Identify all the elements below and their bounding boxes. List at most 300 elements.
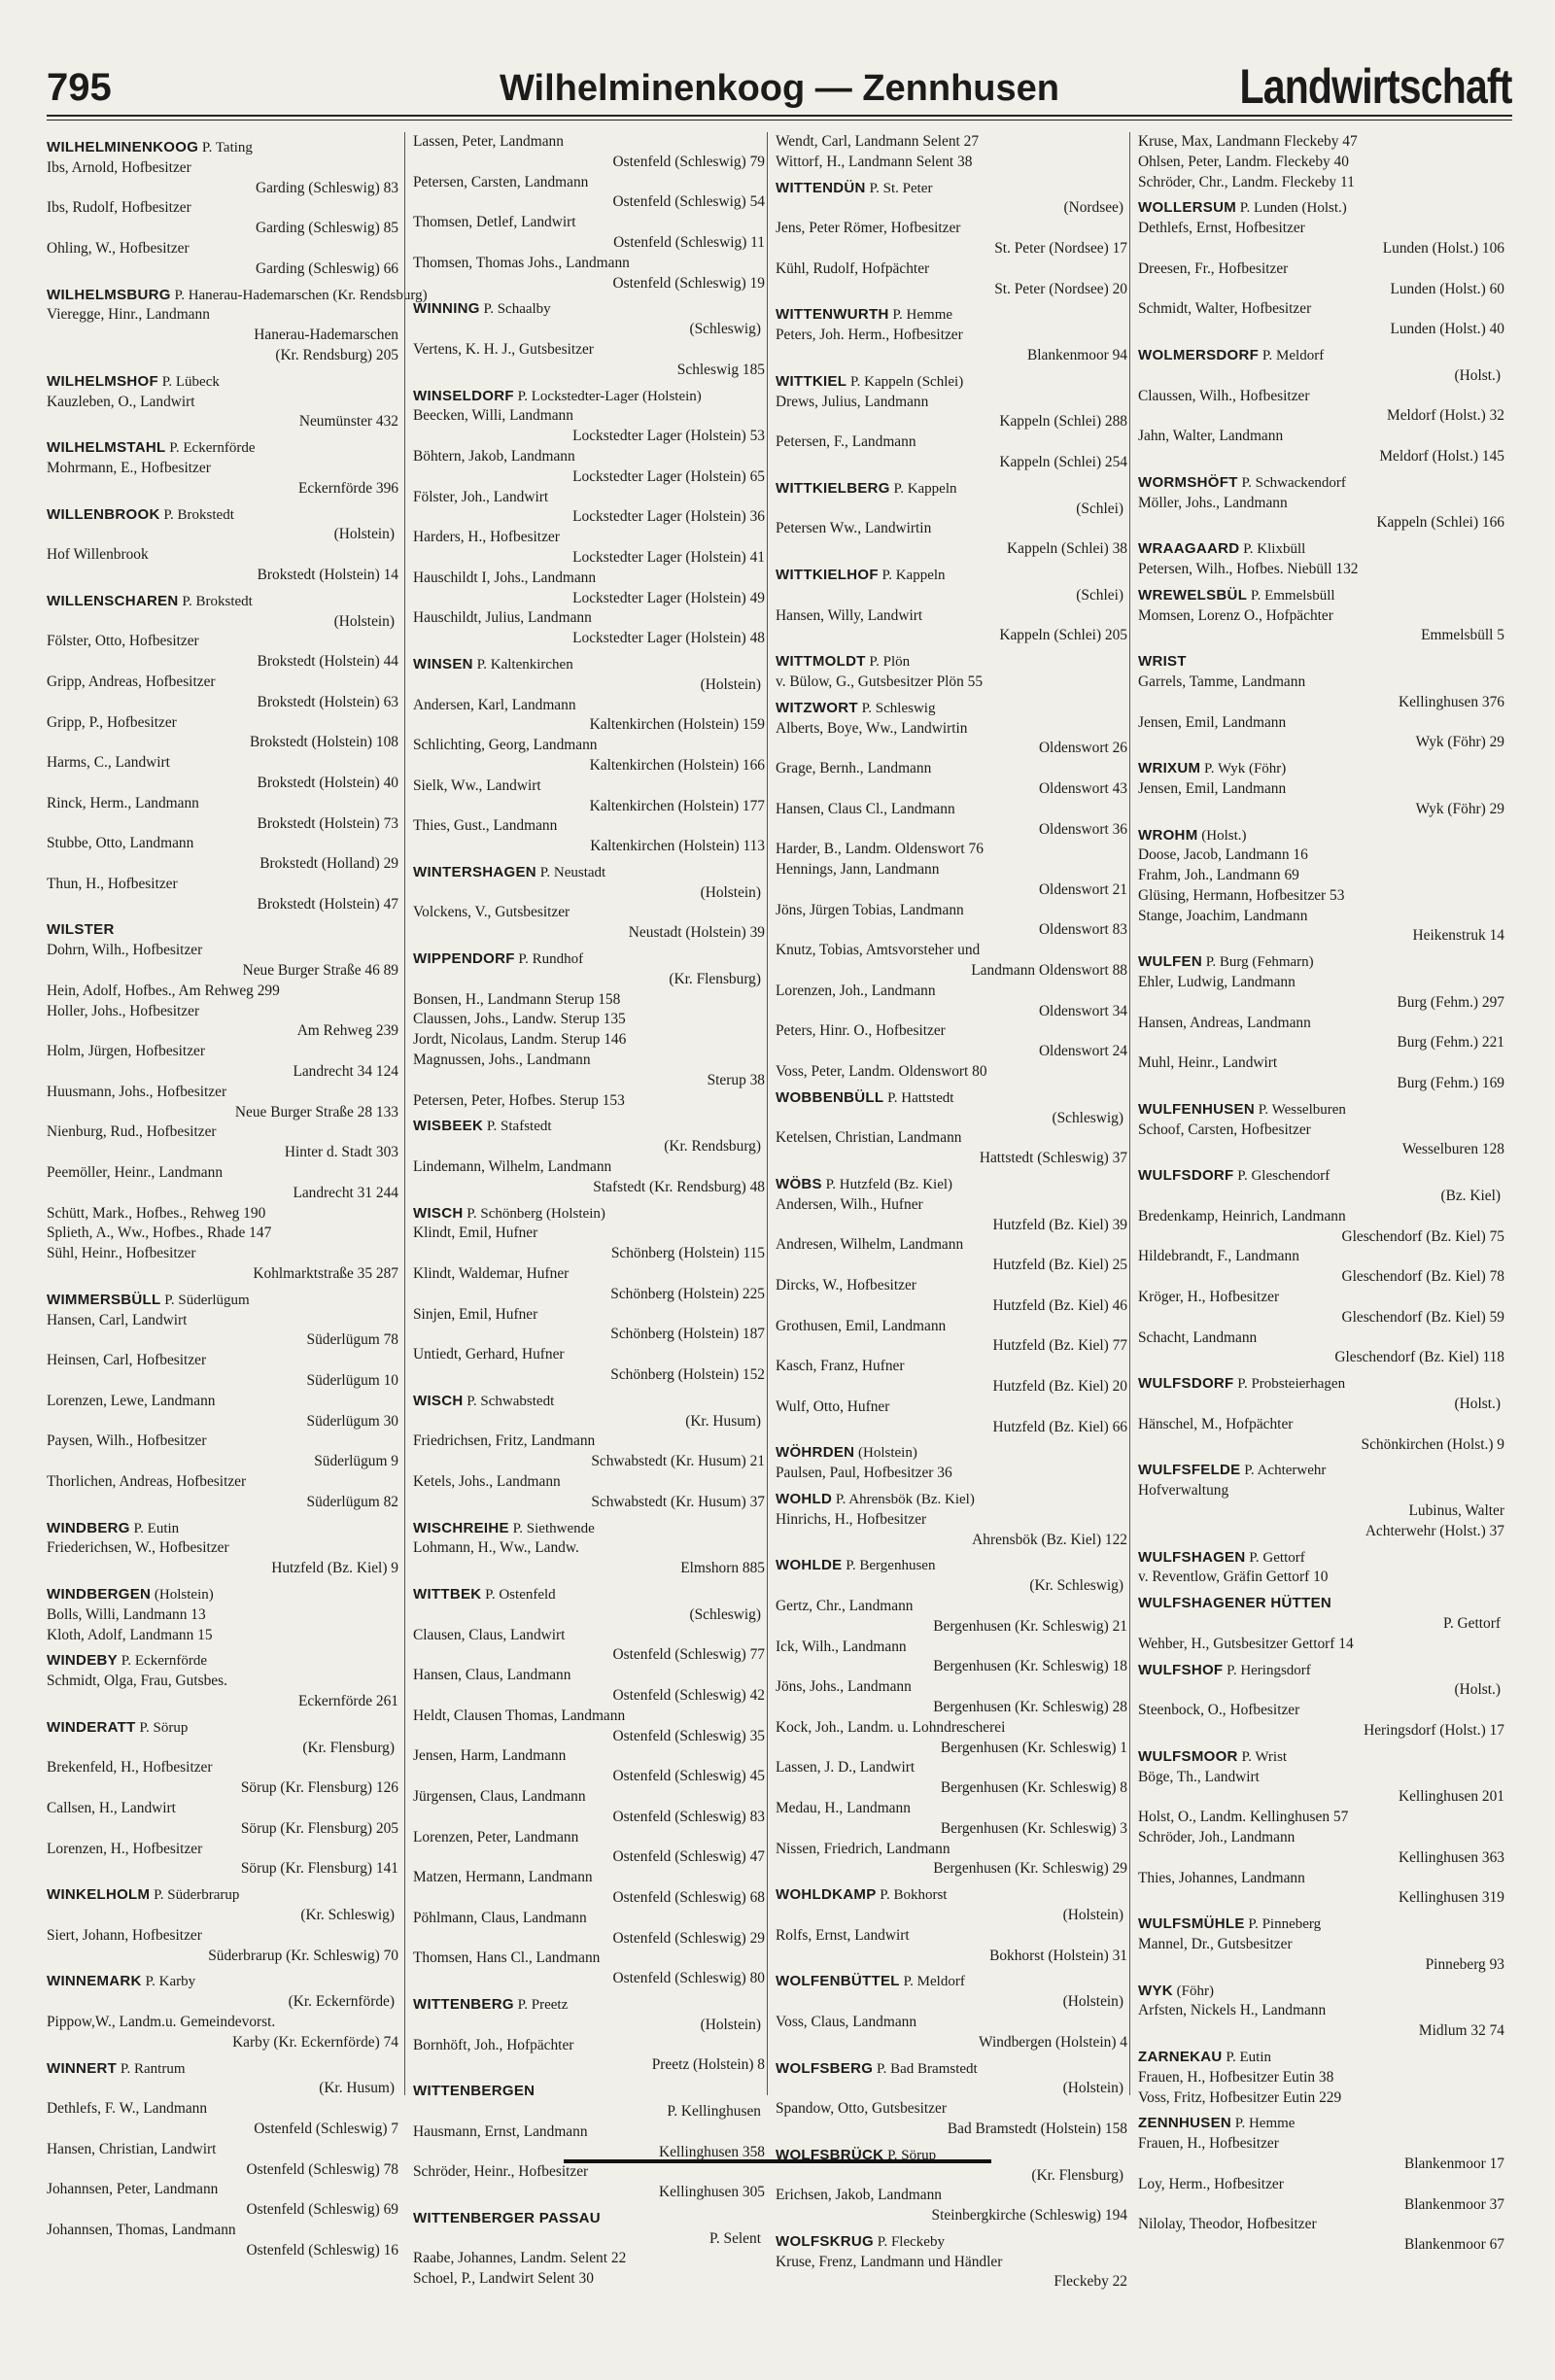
- directory-entry: [776, 1926, 1135, 1967]
- directory-entry: [776, 519, 1135, 560]
- directory-entry: [47, 1926, 406, 1967]
- post-office: P. Wrist: [1237, 1748, 1288, 1765]
- directory-entry: [413, 1224, 773, 1264]
- directory-entry: [1138, 1247, 1512, 1288]
- entry-name: Nilolay, Theodor, Hofbesitzer: [1138, 2216, 1317, 2233]
- directory-entry: [776, 432, 1135, 473]
- entry-name: Lassen, J. D., Landwirt: [776, 1759, 916, 1776]
- entry-name: Momsen, Lorenz O., Hofpächter: [1138, 606, 1333, 624]
- place-name: WIPPENDORF: [413, 950, 515, 968]
- directory-entry: [776, 1597, 1135, 1638]
- entry-location: Ostenfeld (Schleswig) 45: [612, 1768, 765, 1785]
- entry-name: Holler, Johs., Hofbesitzer: [47, 1002, 200, 1019]
- place-name: WINKELHOLM: [47, 1886, 151, 1904]
- place-heading: [1138, 1914, 1512, 1935]
- place-heading: [47, 1718, 406, 1739]
- place-heading: [776, 479, 1135, 500]
- entry-location: Brokstedt (Holstein) 108: [249, 734, 398, 751]
- post-office: P. Siethwende: [508, 1520, 595, 1536]
- entry-location: Kellinghusen 376: [1398, 693, 1504, 710]
- post-office: P. Rundhof: [514, 951, 584, 968]
- place-name: WINTERSHAGEN: [413, 863, 536, 880]
- directory-entry: [413, 1746, 773, 1787]
- entry-location: Ostenfeld (Schleswig) 68: [612, 1888, 765, 1906]
- entry-location: Wesselburen 128: [1401, 1141, 1504, 1158]
- directory-entry: [47, 1042, 406, 1083]
- entry-name: Harders, H., Hofbesitzer: [413, 529, 560, 546]
- entry-name: Friederichsen, W., Hofbesitzer: [47, 1539, 229, 1557]
- entry-name: Dircks, W., Hofbesitzer: [776, 1277, 916, 1294]
- entry-name: Kock, Joh., Landm. u. Lohndrescherei: [776, 1718, 1006, 1736]
- entry-location: Lockstedter Lager (Holstein) 41: [572, 548, 765, 566]
- directory-entry: [1138, 866, 1512, 886]
- directory-entry: [1138, 1053, 1512, 1094]
- post-office: P. Gettorf: [1245, 1549, 1305, 1566]
- entry-name: Beecken, Willi, Landmann: [413, 407, 573, 425]
- entry-location: Hutzfeld (Bz. Kiel) 46: [992, 1296, 1127, 1314]
- directory-entry: [776, 2099, 1135, 2140]
- entry-location: Sterup 38: [707, 1071, 765, 1088]
- directory-entry: [413, 1305, 773, 1346]
- post-office: P. Hutzfeld (Bz. Kiel): [821, 1177, 953, 1193]
- place-name: WULFSHOF: [1138, 1661, 1224, 1678]
- place-heading: [776, 1972, 1135, 1992]
- directory-entry: [776, 606, 1135, 647]
- entry-name: Wendt, Carl, Landmann Selent 27: [776, 133, 980, 150]
- entry-location: St. Peter (Nordsee) 20: [994, 280, 1127, 297]
- place-name: WULFSHAGENER HÜTTEN: [1138, 1595, 1332, 1612]
- place-heading: [776, 179, 1135, 199]
- post-office-region: (Kr. Schleswig): [1029, 1577, 1123, 1595]
- post-office: P. Kappeln: [878, 567, 946, 583]
- entry-location: Windbergen (Holstein) 4: [979, 2033, 1127, 2051]
- post-office-region: P. Gettorf: [1443, 1614, 1501, 1632]
- entry-name: Bornhöft, Joh., Hofpächter: [413, 2036, 574, 2053]
- place-heading: [47, 592, 406, 612]
- directory-entry: [413, 2269, 773, 2290]
- place-name: WILLENBROOK: [47, 505, 160, 523]
- directory-entry: [413, 816, 773, 857]
- directory-entry: [413, 1030, 773, 1051]
- place-name: WULFSDORF: [1138, 1167, 1234, 1185]
- entry-name: Kauzleben, O., Landwirt: [47, 393, 195, 410]
- directory-entry: [1138, 1635, 1512, 1655]
- post-office: P. Schaalby: [479, 301, 551, 318]
- place-heading: [47, 1972, 406, 1992]
- entry-location: Bad Bramstedt (Holstein) 158: [947, 2120, 1127, 2137]
- post-office-region: (Schlei): [1076, 500, 1123, 517]
- entry-location: Bergenhusen (Kr. Schleswig) 18: [933, 1658, 1127, 1675]
- entry-name: Hof Willenbrook: [47, 546, 149, 564]
- directory-entry: [1138, 1935, 1512, 1976]
- entry-location: Brokstedt (Holstein) 63: [257, 693, 398, 710]
- directory-entry: [47, 2221, 406, 2261]
- directory-entry: [776, 1195, 1135, 1236]
- entry-name: Wehber, H., Gutsbesitzer Gettorf 14: [1138, 1635, 1354, 1652]
- entry-location: Eckernförde 261: [298, 1692, 398, 1709]
- entry-location: Lunden (Holst.) 60: [1390, 280, 1504, 297]
- directory-entry: [47, 1083, 406, 1123]
- directory-entry: [1138, 2175, 1512, 2216]
- entry-name: Nienburg, Rud., Hofbesitzer: [47, 1123, 217, 1141]
- directory-entry: [413, 488, 773, 529]
- directory-entry: [776, 719, 1135, 760]
- post-office: P. Hemme: [888, 307, 953, 324]
- entry-name: Vertens, K. H. J., Gutsbesitzer: [413, 340, 594, 358]
- directory-entry: [413, 254, 773, 294]
- entry-location: Hattstedt (Schleswig) 37: [979, 1150, 1127, 1167]
- place-name: WORMSHÖFT: [1138, 473, 1238, 491]
- directory-entry: [1138, 673, 1512, 713]
- post-office-region: (Holstein): [700, 883, 761, 901]
- entry-name: Lorenzen, Peter, Landmann: [413, 1828, 579, 1845]
- entry-name: Alberts, Boye, Ww., Landwirtin: [776, 719, 968, 737]
- post-office: P. Ostenfeld: [481, 1586, 556, 1603]
- entry-name: Möller, Johs., Landmann: [1138, 494, 1288, 511]
- entry-name: Sielk, Ww., Landwirt: [413, 776, 541, 794]
- post-office: P. Stafstedt: [483, 1119, 552, 1135]
- place-heading: [1138, 652, 1512, 673]
- entry-name: Brekenfeld, H., Hofbesitzer: [47, 1759, 213, 1776]
- directory-entry: [47, 1224, 406, 1244]
- place-heading: [776, 699, 1135, 719]
- place-name: WITTKIEL: [776, 372, 847, 390]
- entry-name: Knutz, Tobias, Amtsvorsteher und: [776, 942, 981, 959]
- directory-entry: [47, 1538, 406, 1579]
- post-office: P. Karby: [141, 1974, 196, 1990]
- entry-location: Burg (Fehm.) 169: [1397, 1075, 1504, 1092]
- entry-location: Bergenhusen (Kr. Schleswig) 29: [933, 1860, 1127, 1878]
- entry-location: Oldenswort 43: [1038, 779, 1127, 797]
- entry-name: Friedrichsen, Fritz, Landmann: [413, 1432, 596, 1450]
- post-office: P. Lunden (Holst.): [1236, 200, 1347, 217]
- place-heading: [1138, 198, 1512, 219]
- directory-entry: [413, 1538, 773, 1579]
- entry-name: Thomsen, Hans Cl., Landmann: [413, 1949, 601, 1967]
- entry-name: Peters, Hinr. O., Hofbesitzer: [776, 1022, 946, 1040]
- directory-entry: [413, 736, 773, 776]
- directory-entry: [1138, 153, 1512, 173]
- entry-name: Jensen, Emil, Landmann: [1138, 779, 1287, 797]
- directory-entry: [1138, 219, 1512, 259]
- directory-entry: [413, 569, 773, 609]
- entry-location: Bergenhusen (Kr. Schleswig) 28: [933, 1698, 1127, 1715]
- entry-location: Gleschendorf (Bz. Kiel) 78: [1341, 1268, 1504, 1286]
- entry-location: Garding (Schleswig) 85: [255, 220, 398, 237]
- post-office-region: (Holstein): [700, 2016, 761, 2033]
- column-divider: [1129, 132, 1130, 2095]
- entry-location: Eckernförde 396: [298, 479, 398, 497]
- entry-location: Landrecht 34 124: [293, 1063, 398, 1081]
- post-office: P. Hemme: [1231, 2116, 1296, 2132]
- directory-entry: [1138, 1768, 1512, 1809]
- directory-entry: [1138, 1288, 1512, 1328]
- post-office: P. Wesselburen: [1254, 1101, 1346, 1118]
- directory-entry: [1138, 2134, 1512, 2175]
- entry-location: Schönberg (Holstein) 187: [610, 1326, 765, 1343]
- directory-entry: [413, 2122, 773, 2163]
- place-heading: [1138, 1461, 1512, 1481]
- place-name: WILLENSCHAREN: [47, 592, 179, 609]
- directory-entry: [47, 305, 406, 365]
- directory-entry: [413, 1431, 773, 1472]
- entry-name: Pippow,W., Landm.u. Gemeindevorst.: [47, 2013, 276, 2030]
- entry-name: Paysen, Wilh., Hofbesitzer: [47, 1432, 207, 1450]
- place-heading: [1138, 1982, 1512, 2002]
- post-office-region: (Holstein): [1062, 1906, 1123, 1923]
- directory-entry: [413, 2036, 773, 2077]
- entry-name: Harder, B., Landm. Oldenswort 76: [776, 841, 984, 858]
- directory-entry: [776, 860, 1135, 901]
- entry-location: Gleschendorf (Bz. Kiel) 59: [1341, 1308, 1504, 1326]
- entry-location: Oldenswort 24: [1038, 1043, 1127, 1060]
- entry-name: Hauschildt, Julius, Landmann: [413, 609, 592, 627]
- post-office-region: (Kr. Flensburg): [669, 970, 761, 987]
- directory-entry: [1138, 1869, 1512, 1910]
- entry-location: Stafstedt (Kr. Rendsburg) 48: [593, 1178, 765, 1195]
- directory-entry: [413, 1828, 773, 1869]
- place-name: WOBBENBÜLL: [776, 1088, 884, 1106]
- directory-entry: [776, 1128, 1135, 1169]
- post-office: P. Wyk (Föhr): [1200, 761, 1287, 777]
- directory-entry: [776, 1317, 1135, 1358]
- directory-entry: [413, 990, 773, 1011]
- entry-location: Hanerau-Hademarschen: [254, 327, 398, 344]
- directory-entry: [47, 673, 406, 713]
- post-office-region: (Holst.): [1454, 1681, 1501, 1699]
- place-name: WITTMOLDT: [776, 653, 866, 671]
- entry-location: Ostenfeld (Schleswig) 47: [612, 1848, 765, 1866]
- entry-location: Neue Burger Straße 46 89: [242, 962, 398, 980]
- directory-entry: [413, 1091, 773, 1112]
- post-office: P. Süderlügum: [160, 1292, 250, 1308]
- entry-location: Sörup (Kr. Flensburg) 141: [240, 1860, 398, 1878]
- entry-location: Midlum 32 74: [1418, 2022, 1504, 2040]
- entry-name: Hofverwaltung: [1138, 1482, 1229, 1500]
- place-name: WULFENHUSEN: [1138, 1100, 1255, 1118]
- entry-name: Paulsen, Paul, Hofbesitzer 36: [776, 1465, 952, 1482]
- entry-location: Gleschendorf (Bz. Kiel) 118: [1334, 1349, 1504, 1366]
- directory-entry: [1138, 173, 1512, 193]
- place-heading: [776, 1556, 1135, 1576]
- place-name: WOLLERSUM: [1138, 199, 1237, 217]
- entry-location: Schönkirchen (Holst.) 9: [1361, 1435, 1504, 1453]
- post-office: P. Sörup: [883, 2147, 937, 2163]
- directory-entry: [1138, 1415, 1512, 1456]
- entry-location: Ostenfeld (Schleswig) 42: [612, 1686, 765, 1704]
- entry-name: Lohmann, H., Ww., Landw.: [413, 1539, 579, 1557]
- place-name: WOLMERSDORF: [1138, 346, 1260, 363]
- entry-name: Petersen Ww., Landwirtin: [776, 520, 932, 537]
- post-office-region: (Holstein): [1062, 1993, 1123, 2011]
- place-name: WOLFENBÜTTEL: [776, 1973, 900, 1990]
- entry-name: Johannsen, Thomas, Landmann: [47, 2221, 236, 2238]
- footer-rule: [564, 2159, 991, 2163]
- place-name: WIMMERSBÜLL: [47, 1291, 161, 1308]
- place-name: WILHELMSBURG: [47, 286, 171, 303]
- post-office: (Holstein): [151, 1586, 214, 1603]
- entry-name: Ketels, Johs., Landmann: [413, 1473, 561, 1490]
- place-heading: [1138, 1747, 1512, 1768]
- directory-entry: [1138, 2215, 1512, 2256]
- entry-name: Ick, Wilh., Landmann: [776, 1638, 907, 1655]
- post-office-region: P. Kellinghusen: [667, 2102, 761, 2120]
- entry-location: Süderlügum 78: [306, 1331, 398, 1349]
- directory-entry: [47, 2099, 406, 2140]
- entry-name: Andersen, Wilh., Hufner: [776, 1195, 923, 1213]
- place-heading: [413, 2082, 773, 2102]
- place-heading: [776, 1443, 1135, 1464]
- entry-name: Drews, Julius, Landmann: [776, 393, 929, 410]
- directory-entry: [413, 1472, 773, 1513]
- entry-location: Blankenmoor 67: [1403, 2236, 1504, 2254]
- entry-name: Sinjen, Emil, Hufner: [413, 1305, 538, 1323]
- entry-name: Andresen, Wilhelm, Landmann: [776, 1236, 964, 1254]
- entry-name: Spandow, Otto, Gutsbesitzer: [776, 2100, 947, 2118]
- directory-entry: [776, 132, 1135, 153]
- header-rule: [47, 115, 1512, 117]
- place-name: WITTKIELHOF: [776, 566, 879, 583]
- entry-name: Volckens, V., Gutsbesitzer: [413, 904, 570, 921]
- post-office: P. Bergenhusen: [842, 1558, 936, 1574]
- directory-entry: [47, 1122, 406, 1163]
- entry-location: Schönberg (Holstein) 115: [610, 1245, 765, 1262]
- directory-entry: [776, 941, 1135, 982]
- column-4: [1138, 132, 1512, 2254]
- directory-entry: [47, 2013, 406, 2053]
- entry-name: Jordt, Nicolaus, Landm. Sterup 146: [413, 1031, 627, 1049]
- entry-location: Achterwehr (Holst.) 37: [1365, 1522, 1504, 1539]
- entry-name: Thorlichen, Andreas, Hofbesitzer: [47, 1473, 247, 1490]
- post-office: P. Schönberg (Holstein): [463, 1205, 605, 1222]
- directory-entry: [776, 840, 1135, 860]
- place-name: WULFSMÜHLE: [1138, 1915, 1245, 1933]
- entry-location: Kappeln (Schlei) 288: [999, 413, 1127, 431]
- post-office: P. Lübeck: [157, 373, 220, 390]
- directory-entry: [413, 1157, 773, 1198]
- entry-location: (Kr. Rendsburg) 205: [275, 346, 398, 363]
- entry-name: Petersen, Wilh., Hofbes. Niebüll 132: [1138, 560, 1359, 577]
- post-office: (Holstein): [854, 1445, 917, 1462]
- place-name: WILSTER: [47, 921, 115, 939]
- entry-name: Fölster, Joh., Landwirt: [413, 488, 549, 505]
- entry-location: Kellinghusen 305: [658, 2184, 765, 2201]
- entry-name: Hein, Adolf, Hofbes., Am Rehweg 299: [47, 982, 280, 999]
- entry-name: Ketelsen, Christian, Landmann: [776, 1129, 962, 1147]
- directory-entry: [413, 447, 773, 488]
- entry-name: Doose, Jacob, Landmann 16: [1138, 846, 1308, 864]
- directory-entry: [47, 1840, 406, 1880]
- place-heading: [1138, 1166, 1512, 1187]
- entry-location: Hutzfeld (Bz. Kiel) 20: [992, 1378, 1127, 1396]
- entry-location: Schönberg (Holstein) 152: [610, 1366, 765, 1384]
- entry-location: Brokstedt (Holland) 29: [259, 855, 398, 873]
- directory-entry: [1138, 1808, 1512, 1828]
- place-heading: [47, 138, 406, 158]
- place-heading: [776, 305, 1135, 326]
- entry-name: Jöns, Johs., Landmann: [776, 1678, 912, 1696]
- post-office: P. Klixbüll: [1239, 541, 1306, 558]
- post-office-region: (Schleswig): [689, 321, 761, 338]
- directory-entry: [47, 1672, 406, 1712]
- post-office: P. Rantrum: [117, 2060, 186, 2077]
- entry-name: Wulf, Otto, Hufner: [776, 1397, 890, 1415]
- place-name: WRIST: [1138, 653, 1187, 671]
- entry-name: Nissen, Friedrich, Landmann: [776, 1840, 950, 1857]
- entry-name: Siert, Johann, Hofbesitzer: [47, 1926, 202, 1944]
- place-heading: [1138, 759, 1512, 779]
- place-name: WOLFSBERG: [776, 2059, 874, 2077]
- entry-name: Schacht, Landmann: [1138, 1328, 1258, 1346]
- entry-location: Kappeln (Schlei) 166: [1376, 514, 1504, 532]
- entry-name: Dethlefs, F. W., Landmann: [47, 2100, 208, 2118]
- directory-entry: [1138, 973, 1512, 1014]
- post-office-region: (Kr. Husum): [319, 2080, 395, 2097]
- directory-entry: [1138, 886, 1512, 907]
- column-1: [47, 132, 428, 2259]
- entry-name: Mannel, Dr., Gutsbesitzer: [1138, 1935, 1293, 1952]
- post-office: P. Schwabstedt: [463, 1393, 555, 1409]
- place-name: WULFEN: [1138, 953, 1202, 971]
- entry-name: Hildebrandt, F., Landmann: [1138, 1248, 1299, 1265]
- entry-location: Ostenfeld (Schleswig) 35: [612, 1727, 765, 1744]
- place-name: WITTKIELBERG: [776, 479, 890, 497]
- directory-entry: [1138, 132, 1512, 153]
- entry-name: v. Bülow, G., Gutsbesitzer Plön 55: [776, 673, 984, 690]
- place-heading: [413, 1519, 773, 1539]
- directory-entry: [776, 1510, 1135, 1551]
- entry-location: Neustadt (Holstein) 39: [628, 924, 765, 942]
- post-office: P. Bad Bramstedt: [873, 2060, 978, 2077]
- entry-location: Wyk (Föhr) 29: [1415, 800, 1504, 817]
- place-heading: [1138, 1100, 1512, 1121]
- post-office-region: (Holst.): [1454, 366, 1501, 384]
- post-office: P. Burg (Fehmarn): [1201, 954, 1314, 971]
- place-name: WINDEBY: [47, 1652, 118, 1670]
- place-name: WÖHRDEN: [776, 1444, 855, 1462]
- place-name: WINNERT: [47, 2059, 118, 2077]
- directory-entry: [47, 1758, 406, 1799]
- entry-location: Heikenstruk 14: [1412, 927, 1504, 945]
- place-name: WISCH: [413, 1204, 464, 1222]
- place-name: WRAAGAARD: [1138, 540, 1240, 558]
- entry-name: Kruse, Max, Landmann Fleckeby 47: [1138, 133, 1358, 150]
- place-heading: [47, 920, 406, 941]
- entry-location: Am Rehweg 239: [296, 1022, 398, 1040]
- post-office-region: (Kr. Rendsburg): [664, 1138, 761, 1156]
- directory-entry: [776, 326, 1135, 366]
- directory-entry: [1138, 299, 1512, 340]
- place-heading: [1138, 2114, 1512, 2134]
- entry-location: Meldorf (Holst.) 32: [1387, 407, 1504, 425]
- post-office: P. Kaltenkirchen: [472, 656, 573, 673]
- place-name: WISCH: [413, 1392, 464, 1409]
- post-office: P. Heringsdorf: [1223, 1662, 1311, 1678]
- place-heading: [413, 655, 773, 675]
- entry-name: Bolls, Willi, Landmann 13: [47, 1605, 206, 1623]
- post-office: P. Sörup: [135, 1719, 189, 1736]
- place-name: WINNEMARK: [47, 1973, 142, 1990]
- place-heading: [1138, 473, 1512, 494]
- directory-entry: [47, 834, 406, 875]
- place-heading: [1138, 346, 1512, 366]
- entry-location: Hutzfeld (Bz. Kiel) 9: [271, 1560, 398, 1577]
- entry-name: Arfsten, Nickels H., Landmann: [1138, 2002, 1327, 2019]
- directory-entry: [776, 1021, 1135, 1062]
- directory-entry: [776, 2253, 1135, 2294]
- entry-location: Ostenfeld (Schleswig) 11: [613, 233, 765, 251]
- post-office-region: P. Selent: [708, 2229, 761, 2247]
